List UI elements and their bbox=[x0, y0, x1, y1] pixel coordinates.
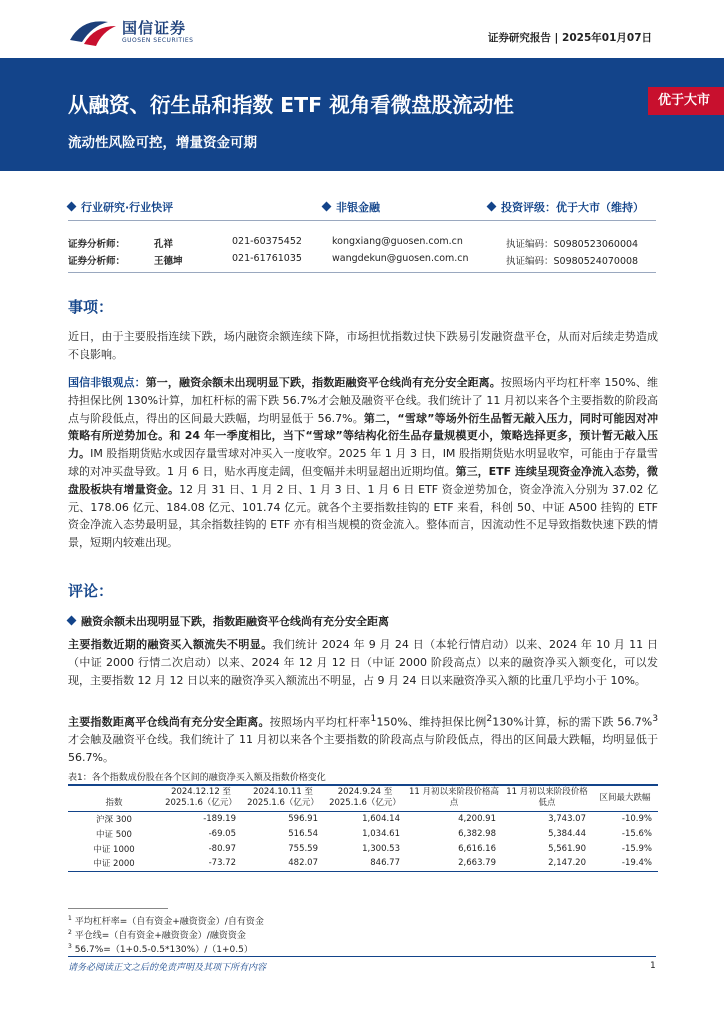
table-header-cell: 2024.9.24 至 2025.1.6（亿元） bbox=[324, 785, 406, 811]
meta-separator: | bbox=[554, 32, 563, 44]
footnote bbox=[68, 942, 253, 955]
view-point-2: 第二，“雪球”等场外衍生品暂无敲入压力，同时可能因对冲策略有所逆势加仓。和 24 年一季度相比，当下“雪球”等结构化衍生品存量规模更小，策略选择更多，预计暂无敲入压力。 bbox=[68, 411, 658, 461]
table-row bbox=[68, 856, 658, 871]
comment-heading: 评论： bbox=[68, 582, 114, 600]
table-cell: 4,200.91 bbox=[458, 813, 496, 824]
view-paragraph bbox=[68, 374, 658, 552]
footnote-ref[interactable]: 3 bbox=[652, 713, 659, 724]
table-cell: 2,663.79 bbox=[458, 858, 496, 869]
category-sector bbox=[323, 199, 380, 215]
disclaimer: 请务必阅读正文之后的免责声明及其项下所有内容 bbox=[68, 963, 267, 973]
table-cell: 中证 2000 bbox=[93, 859, 135, 870]
footnote-text: 平均杠杆率=（自有资金+融资资金）/自有资金 bbox=[74, 917, 264, 927]
table-cell: 596.91 bbox=[288, 813, 318, 824]
data-table bbox=[68, 784, 658, 872]
table-header-cell: 指数 bbox=[68, 785, 160, 811]
analyst-license: 执证编码：S0980523060004 bbox=[506, 239, 639, 250]
table-header-cell: 区间最大跌幅 bbox=[592, 785, 658, 811]
table-header-cell: 2024.12.12 至 2025.1.6（亿元） bbox=[160, 785, 242, 811]
analyst-role: 证券分析师： bbox=[68, 239, 126, 250]
footnote-ref[interactable]: 1 bbox=[370, 713, 377, 724]
table-cell: 1,604.14 bbox=[362, 813, 400, 824]
analyst-license: 执证编码：S0980524070008 bbox=[506, 256, 639, 267]
comment-p2-b: 150%、维持担保比例 bbox=[376, 715, 487, 729]
table-cell: 6,616.16 bbox=[458, 843, 496, 854]
comment-paragraph-2 bbox=[68, 710, 658, 767]
table-cell: -15.6% bbox=[621, 828, 652, 839]
table-row bbox=[68, 826, 658, 841]
footnote bbox=[68, 928, 246, 941]
table-cell: 1,034.61 bbox=[362, 828, 400, 839]
logo-mark-icon bbox=[68, 16, 118, 48]
table-cell: 846.77 bbox=[370, 858, 400, 869]
analyst-role: 证券分析师： bbox=[68, 256, 126, 267]
view-point-3: 第三，ETF 连续呈现资金净流入态势，微盘股板块有增量资金。 bbox=[68, 464, 658, 496]
logo-cn: 国信证券 bbox=[122, 18, 187, 37]
comment-p2-d: 才会触及融资平仓线。我们统计了 11 月初以来各个主要指数的阶段高点与阶段低点，得出的区间最大跌幅，均明显低于 56.7%。 bbox=[68, 733, 658, 765]
table-cell: 2,147.20 bbox=[548, 858, 586, 869]
analyst-name: 孔祥 bbox=[154, 239, 174, 250]
table-header-cell: 11 月初以来阶段价格高点 bbox=[406, 785, 502, 811]
footnote-number: 1 bbox=[68, 915, 72, 922]
footnote-text: 56.7%=（1+0.5-0.5*130%）/（1+0.5） bbox=[74, 945, 253, 955]
analyst-phone: 021-61761035 bbox=[232, 253, 302, 264]
table-cell: 755.59 bbox=[288, 843, 318, 854]
comment-p2-bold: 主要指数距离平仓线尚有充分安全距离。 bbox=[68, 715, 270, 729]
table-cell: -73.72 bbox=[208, 858, 236, 869]
top-header bbox=[0, 0, 724, 58]
footnote-divider bbox=[68, 908, 168, 909]
analyst-phone: 021-60375452 bbox=[232, 236, 302, 247]
analyst-email[interactable]: kongxiang@guosen.com.cn bbox=[332, 236, 463, 247]
divider bbox=[68, 220, 656, 221]
company-logo bbox=[68, 16, 193, 48]
comment-p2-c: 130%计算，标的需下跌 56.7% bbox=[492, 715, 653, 729]
analyst-name: 王德坤 bbox=[154, 256, 183, 267]
category-research bbox=[68, 199, 173, 215]
table-cell: -189.19 bbox=[203, 813, 236, 824]
comment-bullet-label: 融资余额未出现明显下跌，指数距融资平仓线尚有充分安全距离 bbox=[81, 615, 389, 628]
diamond-icon bbox=[322, 202, 332, 212]
table-cell: 482.07 bbox=[288, 858, 318, 869]
footnote-text: 平仓线=（自有资金+融资资金）/融资资金 bbox=[74, 931, 246, 941]
table-row bbox=[68, 841, 658, 856]
category-research-label: 行业研究·行业快评 bbox=[81, 201, 174, 214]
table-cell: -19.4% bbox=[621, 858, 652, 869]
table-header-cell: 11 月初以来阶段价格低点 bbox=[502, 785, 592, 811]
view-text-2: IM 股指期货贴水或因存量雪球对冲买入一度收窄。2025 年 1 月 3 日，IM 股指期货贴水明显收窄，可能由于存量雪球的对冲买盘导致。1 月 6 日，贴水再度走阔，但变幅并未明显超出近期均值。 bbox=[68, 447, 659, 478]
report-meta bbox=[488, 30, 652, 45]
footnote-number: 2 bbox=[68, 929, 72, 936]
report-type: 证券研究报告 bbox=[487, 32, 551, 44]
category-rating-label: 投资评级：优于大市（维持） bbox=[501, 201, 644, 214]
report-date: 2025年01月07日 bbox=[562, 32, 652, 44]
category-sector-label: 非银金融 bbox=[336, 201, 380, 214]
comment-p1-bold: 主要指数近期的融资买入额流失不明显。 bbox=[68, 638, 273, 651]
table-cell: 中证 1000 bbox=[93, 844, 135, 855]
footnote-number: 3 bbox=[68, 943, 72, 950]
divider bbox=[68, 272, 656, 273]
diamond-icon bbox=[487, 202, 497, 212]
table-caption: 表1：各个指数成份股在各个区间的融资净买入额及指数价格变化 bbox=[68, 773, 326, 783]
view-text-3: 12 月 31 日、1 月 2 日、1 月 3 日、1 月 6 日 ETF 资金逆势加仓，资金净流入分别为 37.02 亿元、178.06 亿元、184.08 亿元、101.74 亿元。就各个主要指数挂钩的 ETF 来看，科创 50、中证 A500 挂钩的 ETF 资金净流入态势最明显，其余指数挂钩的 ETF 亦有相当规模的资金流入。整体而言，因流动性不足导致指数快速下跌的情景，短期内较难出现。 bbox=[68, 482, 658, 550]
view-point-1: 第一，融资余额未出现明显下跌，指数距融资平仓线尚有充分安全距离。 bbox=[145, 376, 501, 389]
page-number: 1 bbox=[650, 961, 656, 971]
table-cell: 中证 500 bbox=[96, 829, 132, 840]
category-rating bbox=[488, 199, 644, 215]
footnote-ref[interactable]: 2 bbox=[486, 713, 493, 724]
diamond-icon bbox=[67, 616, 77, 626]
comment-paragraph-1 bbox=[68, 636, 658, 689]
table-cell: -15.9% bbox=[621, 843, 652, 854]
table-cell: 1,300.53 bbox=[362, 843, 400, 854]
event-paragraph: 近日，由于主要股指连续下跌，场内融资余额连续下降，市场担忧指数过快下跌易引发融资盘平仓，从而对后续走势造成不良影响。 bbox=[68, 330, 658, 361]
table-cell: -69.05 bbox=[208, 828, 236, 839]
table-cell: 5,384.44 bbox=[548, 828, 586, 839]
rating-badge: 优于大市 bbox=[648, 87, 724, 115]
diamond-icon bbox=[67, 202, 77, 212]
table-cell: 6,382.98 bbox=[458, 828, 496, 839]
footnote bbox=[68, 914, 264, 927]
table-cell: 3,743.07 bbox=[548, 813, 586, 824]
table-header-row bbox=[68, 785, 658, 811]
table-cell: -10.9% bbox=[621, 813, 652, 824]
footer-divider bbox=[68, 956, 656, 957]
report-title: 从融资、衍生品和指数 ETF 视角看微盘股流动性 bbox=[68, 93, 514, 117]
view-lead: 国信非银观点： bbox=[68, 376, 146, 389]
comment-p2-a: 按照场内平均杠杆率 bbox=[269, 715, 371, 729]
table-header-cell: 2024.10.11 至 2025.1.6（亿元） bbox=[242, 785, 324, 811]
event-heading: 事项： bbox=[68, 298, 114, 316]
view-text-1: 按照场内平均杠杆率 150%、维持担保比例 130%计算，加杠杆标的需下跌 56.7%才会触及融资平仓线。我们统计了 11 月初以来各个主要指数的阶段高点与阶段低点，得出的区间最大跌幅，均明显低于 56.7%。 bbox=[68, 376, 659, 425]
table-cell: 沪深 300 bbox=[96, 814, 132, 825]
comment-p1-text: 我们统计 2024 年 9 月 24 日（本轮行情启动）以来、2024 年 10 月 11 日（中证 2000 行情二次启动）以来、2024 年 12 月 12 日（中证 2000 阶段高点）以来的融资净买入额变化，可以发现，主要指数 12 月 12 日以来的融资净买入额流出不明显，占 9 月 24 日以来融资净买入额的比重几乎均小于 10%。 bbox=[68, 638, 658, 687]
logo-en: GUOSEN SECURITIES bbox=[122, 36, 194, 44]
table-cell: -80.97 bbox=[208, 843, 236, 854]
report-subtitle: 流动性风险可控，增量资金可期 bbox=[68, 135, 257, 151]
table-cell: 5,561.90 bbox=[548, 843, 586, 854]
table-row bbox=[68, 811, 658, 826]
comment-bullet bbox=[68, 613, 389, 629]
analyst-email[interactable]: wangdekun@guosen.com.cn bbox=[332, 253, 469, 264]
table-cell: 516.54 bbox=[288, 828, 318, 839]
